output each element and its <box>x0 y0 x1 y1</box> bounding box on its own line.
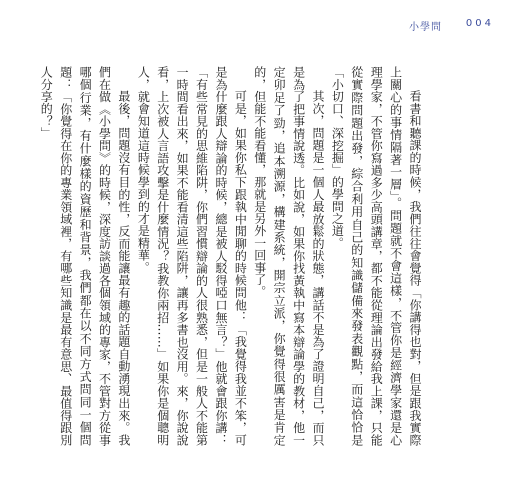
paragraph-1: 看書和聽課的時候，我們往往會覺得「你講得也對，但是跟我實際上關心的事情隔著一層」。問題就不會這樣，不管你是經濟學家還是心理學家，不管你寫過多少高頭講章，都不能從理論出發給我上課，只能從實際問題出發，綜合利用自己的知識儲備來發表觀點，而這恰恰是「小切口、深挖掘」的學問之道。 <box>330 66 422 446</box>
page-number: 004 <box>465 18 494 29</box>
paragraph-3: 可是，如果你私下跟執中閒聊的時候問他：「我覺得我並不笨，可是為什麼跟人辯論的時候，總是被人駁得啞口無言？」他就會跟你講：「有些常見的思維陷阱，你們習慣辯論的人很熟悉，但是一般人不能第一時間看出來，如果不能看清這些陷阱，讓再多書也沒用。來，你說說看，上次被人言語攻擊是什麼情況？我教你兩招……」如果你是個聰明人，就會知道這時候學到的才是精華。 <box>136 66 248 446</box>
paragraph-2: 其次，問題是一個人最放鬆的狀態，講話不是為了證明自己，而只是為了把事情說透。比如說，如果你找黃執中寫本辯論學的教材，他一定卯足了勁，追本溯源，構建系統，開宗立派，你覺得很厲害是肯定的，但能不能看懂，那就是另外一回事了。 <box>252 66 325 446</box>
paragraph-4: 最後，問題沒有目的性，反而能讓最有趣的話題自動湧現出來。我們在做《小學問》的時候，深度訪談過各個領域的專家，不管對方從事哪個行業，有什麼樣的資歷和背景，我們都在以不同方式問同一個問題：「你覺得在你的專業領域裡，有哪些知識是最有意思、最值得跟別人分享的？」 <box>39 66 131 446</box>
vertical-body-text <box>39 66 424 446</box>
running-header <box>0 18 520 34</box>
book-title: 小學問 <box>409 22 442 33</box>
